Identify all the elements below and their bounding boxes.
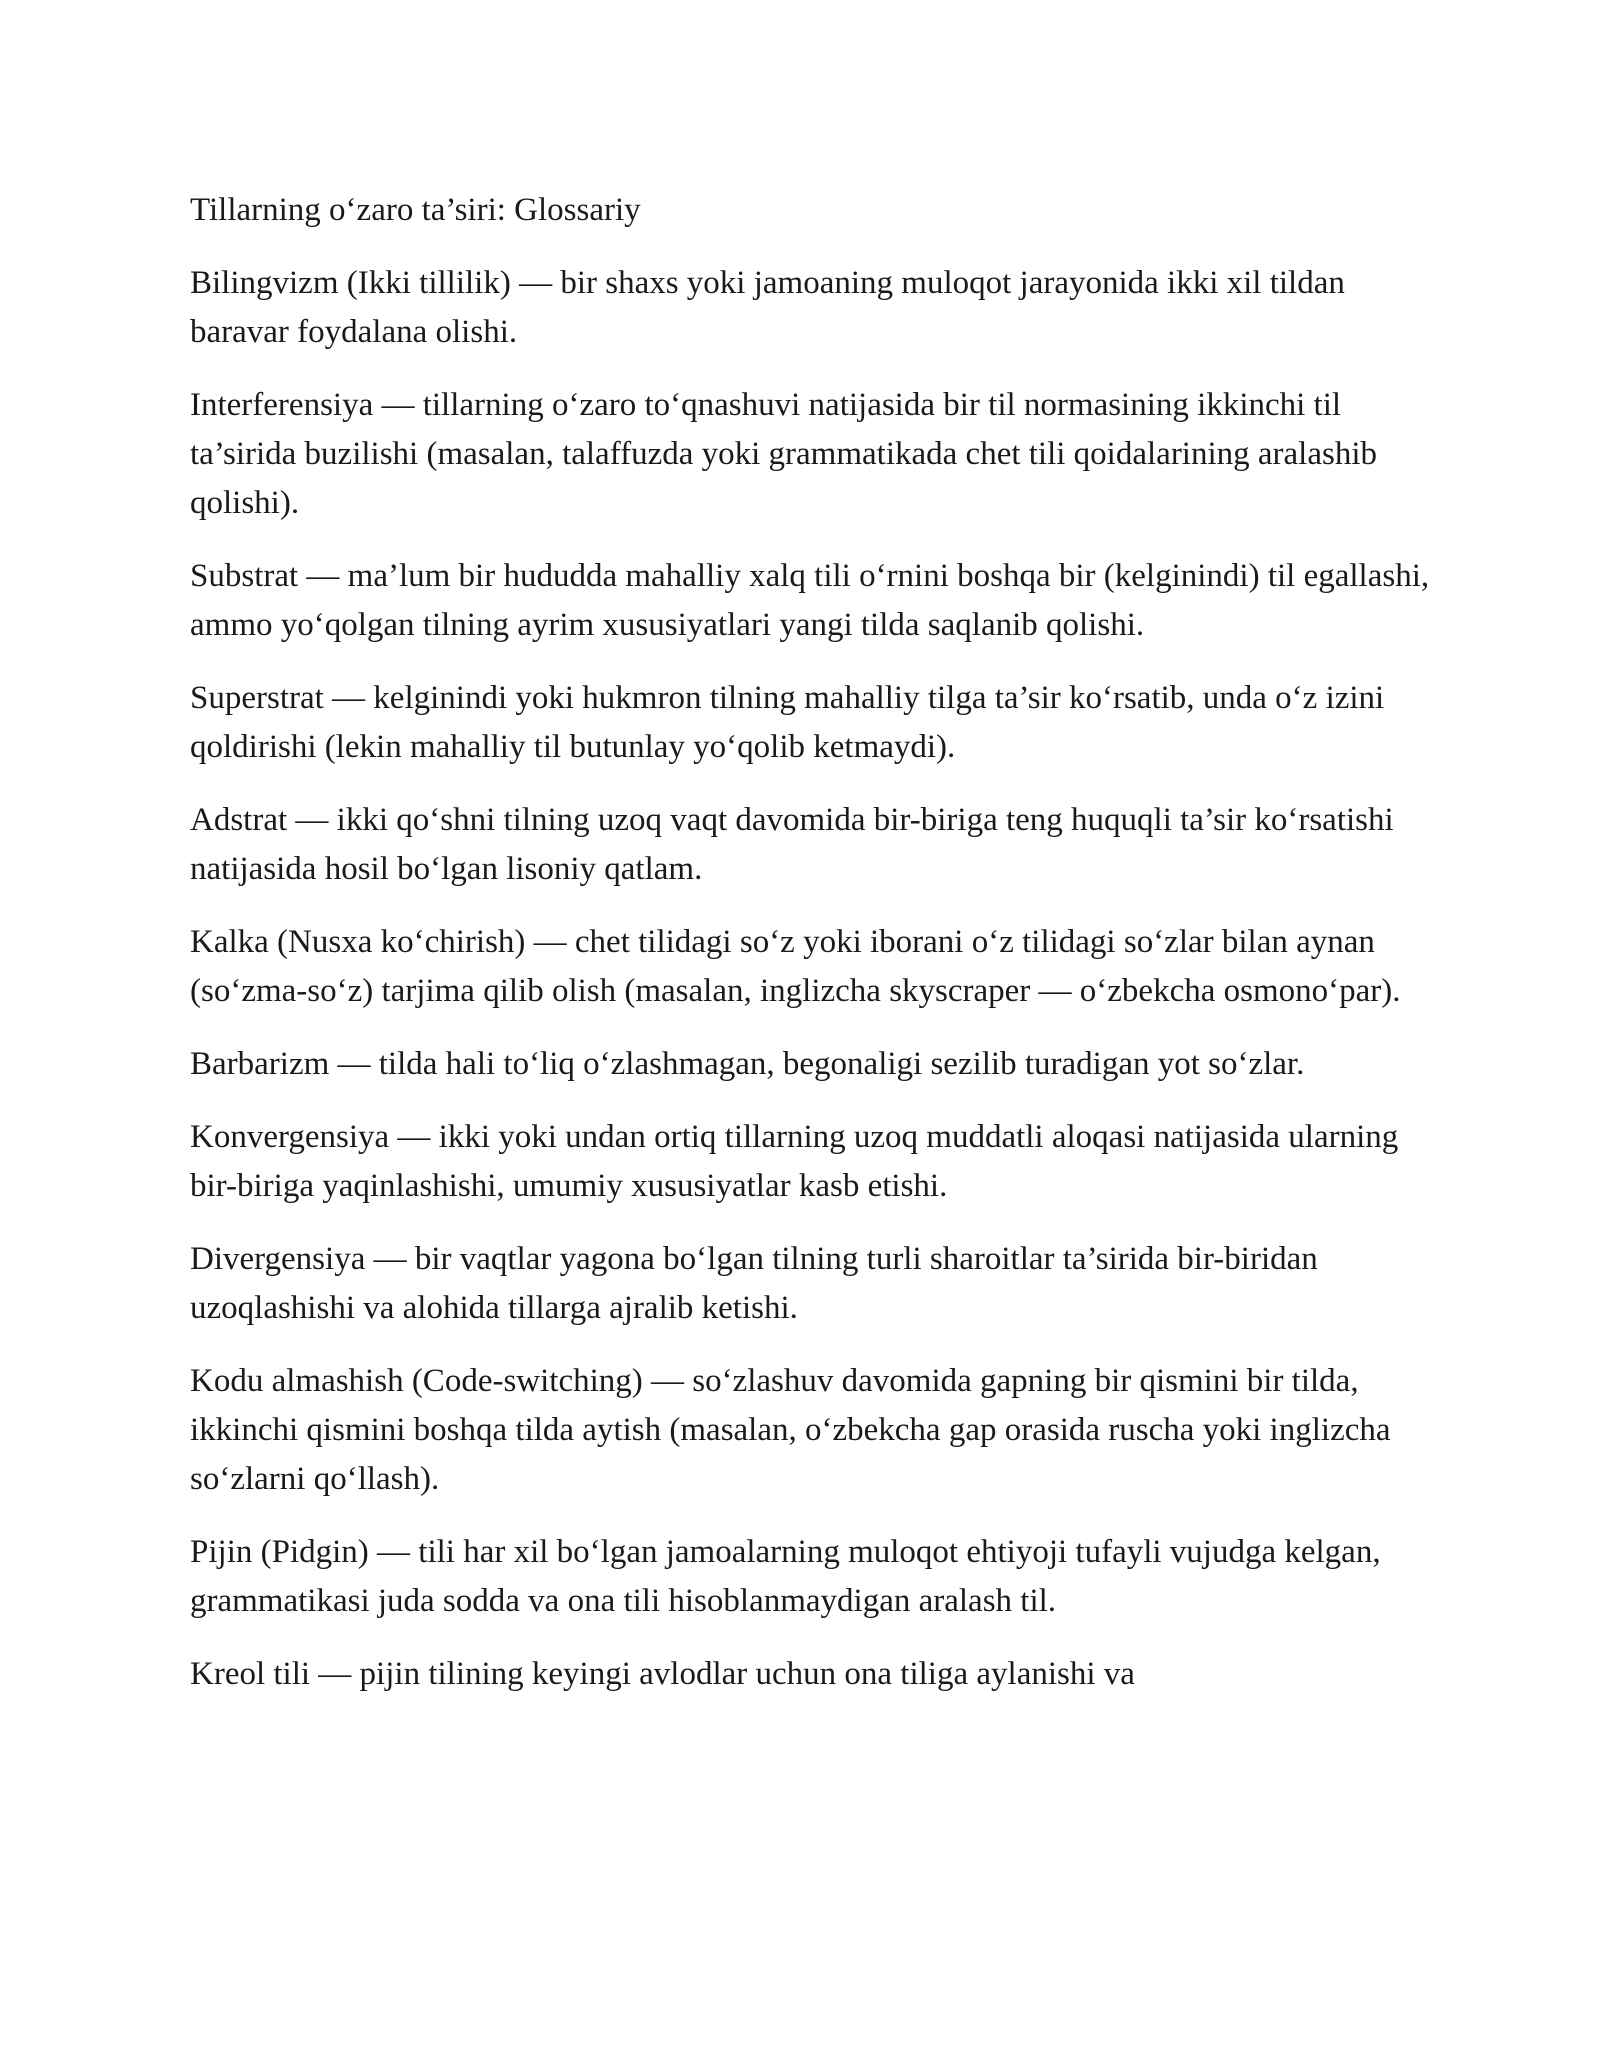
glossary-entry-divergensiya: Divergensiya — bir vaqtlar yagona bo‘lgan tilning turli sharoitlar ta’sirida bir-biridan uzoqlashishi va alohida tillarga ajralib ketishi.: [190, 1241, 1318, 1326]
glossary-entry-kreol-tili: Kreol tili — pijin tilining keyingi avlodlar uchun ona tiliga aylanishi va: [190, 1656, 1135, 1692]
document-page: [190, 186, 1430, 1723]
glossary-entry-kodu-almashish: Kodu almashish (Code-switching) — so‘zlashuv davomida gapning bir qismini bir tilda, ikkinchi qismini boshqa tilda aytish (masalan, o‘zbekcha gap orasida ruscha yoki inglizcha so‘zlarni qo‘llash).: [190, 1363, 1391, 1497]
glossary-entry-substrat: Substrat — ma’lum bir hududda mahalliy xalq tili o‘rnini boshqa bir (kelginindi) til egallashi, ammo yo‘qolgan tilning ayrim xususiyatlari yangi tilda saqlanib qolishi.: [190, 558, 1430, 643]
glossary-entry-barbarizm: Barbarizm — tilda hali to‘liq o‘zlashmagan, begonaligi sezilib turadigan yot so‘zlar.: [190, 1046, 1305, 1082]
glossary-entry-adstrat: Adstrat — ikki qo‘shni tilning uzoq vaqt davomida bir-biriga teng huquqli ta’sir ko‘rsatishi natijasida hosil bo‘lgan lisoniy qatlam.: [190, 802, 1394, 887]
glossary-entry-superstrat: Superstrat — kelginindi yoki hukmron tilning mahalliy tilga ta’sir ko‘rsatib, unda o‘z izini qoldirishi (lekin mahalliy til butunlay yo‘qolib ketmaydi).: [190, 680, 1385, 765]
glossary-entry-konvergensiya: Konvergensiya — ikki yoki undan ortiq tillarning uzoq muddatli aloqasi natijasida ularning bir-biriga yaqinlashishi, umumiy xususiyatlar kasb etishi.: [190, 1119, 1399, 1204]
document-title: Tillarning o‘zaro ta’siri: Glossariy: [190, 192, 641, 228]
glossary-entry-bilingvizm: Bilingvizm (Ikki tillilik) — bir shaxs yoki jamoaning muloqot jarayonida ikki xil tildan baravar foydalana olishi.: [190, 265, 1345, 350]
glossary-entry-kalka: Kalka (Nusxa ko‘chirish) — chet tilidagi so‘z yoki iborani o‘z tilidagi so‘zlar bilan aynan (so‘zma-so‘z) tarjima qilib olish (masalan, inglizcha skyscraper — o‘zbekcha osmono‘par).: [190, 924, 1401, 1009]
glossary-entry-pijin: Pijin (Pidgin) — tili har xil bo‘lgan jamoalarning muloqot ehtiyoji tufayli vujudga kelgan, grammatikasi juda sodda va ona tili hisoblanmaydigan aralash til.: [190, 1534, 1381, 1619]
glossary-entry-interferensiya: Interferensiya — tillarning o‘zaro to‘qnashuvi natijasida bir til normasining ikkinchi til ta’sirida buzilishi (masalan, talaffuzda yoki grammatikada chet tili qoidalarining aralashib qolishi).: [190, 387, 1378, 521]
